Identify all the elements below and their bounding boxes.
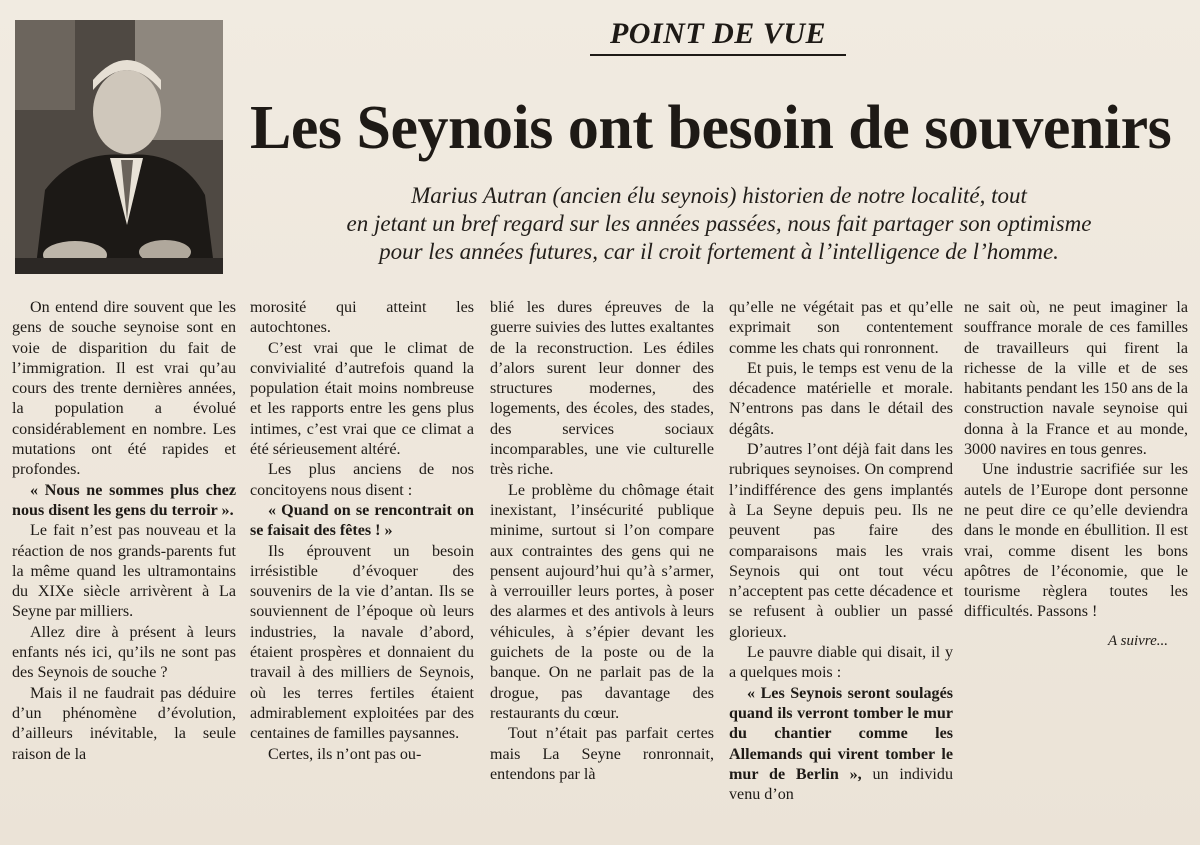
paragraph-text: Une industrie sacrifiée sur les autels de l’Europe dont personne ne peut dire ce qu’elle deviendra dans le monde en ébullition. Il est vrai, comme disent les bons apôtres de l’économie, que le tourisme règlera toutes les difficultés. Passons !: [964, 461, 1188, 621]
article-paragraph: [250, 745, 474, 765]
article-paragraph: [250, 339, 474, 461]
article-paragraph: [729, 684, 953, 806]
standfirst: [248, 182, 1190, 266]
section-rubric: POINT DE VUE: [590, 18, 846, 56]
article-paragraph: [729, 298, 953, 359]
author-portrait: [15, 20, 223, 274]
article-paragraph: [490, 481, 714, 725]
paragraph-text: ne sait où, ne peut imaginer la souffrance morale de ces familles de travailleurs qui firent la richesse de la ville et de ses habitants pendant les 150 ans de la construction navale seynoise qui donna à la France et au monde, 3000 navires en tous genres.: [964, 299, 1188, 459]
article-paragraph: [12, 623, 236, 684]
paragraph-text: On entend dire souvent que les gens de souche seynoise sont en voie de disparition du fait de l’immigration. Il est vrai qu’au cours des trente dernières années, la population a évolué considérablement en nombre. Les mutations ont été rapides et profondes.: [12, 299, 236, 479]
article-paragraph: [12, 684, 236, 765]
paragraph-text: Certes, ils n’ont pas ou-: [268, 745, 422, 763]
article-paragraph: [964, 298, 1188, 460]
article-body: [12, 298, 1194, 845]
to-be-continued: A suivre...: [1108, 632, 1168, 649]
paragraph-text: Allez dire à présent à leurs enfants nés ici, qu’ils ne sont pas des Seynois de souche ?: [12, 623, 236, 682]
article-column-2: [250, 298, 474, 765]
paragraph-text: un individu venu d’on: [729, 765, 953, 804]
paragraph-text: blié les dures épreuves de la guerre suivies des luttes exaltantes de la reconstruction. Les édiles d’alors surent leur donner des structures modernes, des logements, des écoles, des stades, des services sociaux incomparables, une vie culturelle très riche.: [490, 299, 714, 479]
article-paragraph: [729, 643, 953, 684]
article-paragraph: [250, 460, 474, 501]
headline: Les Seynois ont besoin de souvenirs: [250, 94, 1172, 162]
standfirst-line: pour les années futures, car il croit fortement à l’intelligence de l’homme.: [379, 239, 1059, 264]
quote-text: « Les Seynois seront soulagés quand ils verront tomber le mur du chantier comme les Allemands qui virent tomber le mur de Berlin »,: [729, 684, 953, 783]
article-paragraph: [250, 501, 474, 542]
paragraph-text: qu’elle ne végétait pas et qu’elle exprimait son contentement comme les chats qui ronronnent.: [729, 299, 953, 357]
article-paragraph: [12, 521, 236, 622]
article-column-4: [729, 298, 953, 805]
quote-text: « Quand on se rencontrait on se faisait des fêtes ! »: [250, 501, 474, 540]
quote-text: « Nous ne sommes plus chez nous disent les gens du terroir ».: [12, 481, 236, 519]
article-paragraph: [12, 298, 236, 481]
article-column-3: [490, 298, 714, 785]
article-paragraph: [490, 298, 714, 481]
article-paragraph: [250, 542, 474, 745]
paragraph-text: Le fait n’est pas nouveau et la réaction de nos grands-parents fut la même quand les ultramontains du XIXe siècle arrivèrent à La Seyne par milliers.: [12, 522, 236, 621]
article-column-1: [12, 298, 236, 765]
article-column-5: [964, 298, 1188, 651]
article-paragraph: [729, 440, 953, 643]
standfirst-line: en jetant un bref regard sur les années passées, nous fait partager son optimisme: [346, 211, 1092, 236]
paragraph-text: Les plus anciens de nos concitoyens nous disent :: [250, 461, 474, 499]
paragraph-text: Tout n’était pas parfait certes mais La Seyne ronronnait, entendons par là: [490, 725, 714, 783]
article-paragraph: [250, 298, 474, 339]
paragraph-text: Le pauvre diable qui disait, il y a quelques mois :: [729, 644, 953, 682]
article-paragraph: [729, 359, 953, 440]
article-paragraph: [964, 460, 1188, 622]
paragraph-text: Ils éprouvent un besoin irrésistible d’évoquer des souvenirs de la vie d’antan. Ils se souviennent de l’époque où leurs industries, la navale d’abord, étaient prospères et donnaient du travail à des milliers de Seynois, où les terres fertiles étaient admirablement exploitées par des centaines de familles paysannes.: [250, 542, 474, 743]
standfirst-line: Marius Autran (ancien élu seynois) historien de notre localité, tout: [411, 183, 1027, 208]
article-paragraph: [12, 481, 236, 522]
paragraph-text: C’est vrai que le climat de convivialité d’autrefois quand la population était moins nombreuse et les rapports entre les gens plus intimes, c’est vrai que ce climat a été sérieusement altéré.: [250, 339, 474, 459]
article-paragraph: [490, 724, 714, 785]
paragraph-text: Le problème du chômage était inexistant, l’insécurité publique minime, surtout si l’on compare aux contraintes des gens qui ne pensent aujourd’hui qu’à s’armer, à verrouiller leurs portes, à poser des alarmes et des antivols à leurs véhicules, à s’épier devant les guichets de la poste ou de la banque. On ne parlait pas de la drogue, pas davantage des restaurants du cœur.: [490, 481, 714, 722]
paragraph-text: Mais il ne faudrait pas déduire d’un phénomène d’évolution, d’ailleurs inévitable, la seule raison de la: [12, 684, 236, 763]
paragraph-text: D’autres l’ont déjà fait dans les rubriques seynoises. On comprend l’indifférence des gens implantés à La Seyne depuis peu. Ils ne peuvent pas faire des comparaisons mais les vrais Seynois qui ont tout vécu n’acceptent pas cette décadence et se refusent à oublier un passé glorieux.: [729, 441, 953, 641]
paragraph-text: Et puis, le temps est venu de la décadence matérielle et morale. N’entrons pas dans le détail des dégâts.: [729, 359, 953, 438]
paragraph-text: morosité qui atteint les autochtones.: [250, 299, 474, 337]
